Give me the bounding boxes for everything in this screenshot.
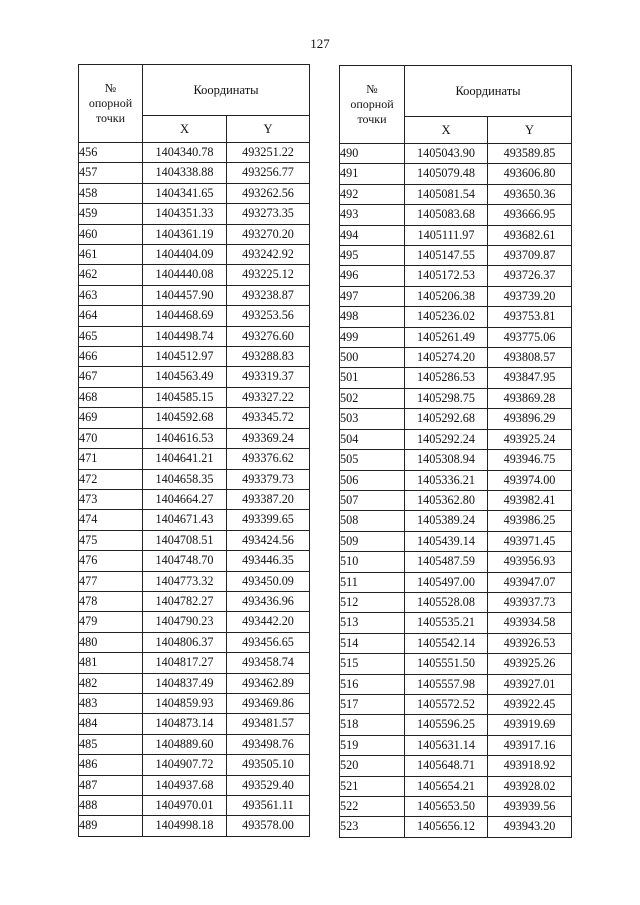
y-coordinate-cell: 493666.95	[488, 205, 572, 225]
table-row	[79, 673, 310, 693]
table-row	[340, 205, 572, 225]
point-number-cell: 512	[340, 592, 405, 612]
point-number-cell: 494	[340, 225, 405, 245]
x-coordinate-cell: 1404341.65	[143, 183, 227, 203]
table-row	[79, 326, 310, 346]
point-number-cell: 508	[340, 511, 405, 531]
y-coordinate-cell: 493242.92	[227, 245, 310, 265]
table-row	[340, 225, 572, 245]
x-coordinate-cell: 1404708.51	[143, 530, 227, 550]
table-row	[340, 572, 572, 592]
table-body-left	[79, 143, 310, 837]
x-coordinate-cell: 1404440.08	[143, 265, 227, 285]
table-row	[79, 612, 310, 632]
y-coordinate-cell: 493971.45	[488, 531, 572, 551]
y-coordinate-cell: 493436.96	[227, 591, 310, 611]
x-coordinate-cell: 1404563.49	[143, 367, 227, 387]
point-number-cell: 475	[79, 530, 143, 550]
x-coordinate-cell: 1405487.59	[405, 552, 488, 572]
y-coordinate-cell: 493974.00	[488, 470, 572, 490]
point-number-cell: 476	[79, 551, 143, 571]
point-number-cell: 505	[340, 450, 405, 470]
point-number-cell: 462	[79, 265, 143, 285]
point-number-cell: 486	[79, 755, 143, 775]
table-row	[79, 306, 310, 326]
table-row	[79, 265, 310, 285]
table-row	[79, 755, 310, 775]
x-coordinate-cell: 1405206.38	[405, 286, 488, 306]
x-coordinate-cell: 1405336.21	[405, 470, 488, 490]
table-row	[340, 429, 572, 449]
point-number-cell: 461	[79, 245, 143, 265]
x-coordinate-cell: 1404790.23	[143, 612, 227, 632]
point-number-cell: 484	[79, 714, 143, 734]
table-row	[340, 388, 572, 408]
point-number-cell: 467	[79, 367, 143, 387]
table-row	[340, 409, 572, 429]
table-body-right	[340, 144, 572, 838]
table-row	[79, 163, 310, 183]
y-coordinate-cell: 493946.75	[488, 450, 572, 470]
x-coordinate-cell: 1405648.71	[405, 756, 488, 776]
header-coordinates: Координаты	[143, 65, 310, 116]
point-number-cell: 515	[340, 654, 405, 674]
y-coordinate-cell: 493251.22	[227, 143, 310, 163]
table-row	[340, 552, 572, 572]
table-row	[340, 307, 572, 327]
table-row	[79, 714, 310, 734]
y-coordinate-cell: 493869.28	[488, 388, 572, 408]
table-row	[340, 266, 572, 286]
point-number-cell: 509	[340, 531, 405, 551]
point-number-cell: 522	[340, 797, 405, 817]
point-number-cell: 487	[79, 775, 143, 795]
x-coordinate-cell: 1405292.24	[405, 429, 488, 449]
y-coordinate-cell: 493387.20	[227, 489, 310, 509]
x-coordinate-cell: 1404361.19	[143, 224, 227, 244]
point-number-cell: 491	[340, 164, 405, 184]
table-row	[79, 285, 310, 305]
header-x: X	[143, 116, 227, 143]
point-number-cell: 481	[79, 653, 143, 673]
point-number-cell: 463	[79, 285, 143, 305]
table-row	[79, 489, 310, 509]
table-row	[79, 591, 310, 611]
point-number-cell: 457	[79, 163, 143, 183]
x-coordinate-cell: 1405362.80	[405, 490, 488, 510]
y-coordinate-cell: 493937.73	[488, 592, 572, 612]
point-number-cell: 516	[340, 674, 405, 694]
x-coordinate-cell: 1405542.14	[405, 633, 488, 653]
x-coordinate-cell: 1404616.53	[143, 428, 227, 448]
point-number-cell: 458	[79, 183, 143, 203]
x-coordinate-cell: 1404937.68	[143, 775, 227, 795]
table-row	[340, 164, 572, 184]
x-coordinate-cell: 1405572.52	[405, 694, 488, 714]
table-row	[79, 469, 310, 489]
x-coordinate-cell: 1405528.08	[405, 592, 488, 612]
y-coordinate-cell: 493947.07	[488, 572, 572, 592]
header-coordinates: Координаты	[405, 66, 572, 117]
y-coordinate-cell: 493469.86	[227, 693, 310, 713]
point-number-cell: 521	[340, 776, 405, 796]
x-coordinate-cell: 1405261.49	[405, 327, 488, 347]
y-coordinate-cell: 493934.58	[488, 613, 572, 633]
x-coordinate-cell: 1405654.21	[405, 776, 488, 796]
table-row	[340, 246, 572, 266]
x-coordinate-cell: 1405631.14	[405, 735, 488, 755]
point-number-cell: 504	[340, 429, 405, 449]
y-coordinate-cell: 493726.37	[488, 266, 572, 286]
x-coordinate-cell: 1405535.21	[405, 613, 488, 633]
point-number-cell: 472	[79, 469, 143, 489]
table-row	[79, 143, 310, 163]
x-coordinate-cell: 1405111.97	[405, 225, 488, 245]
point-number-cell: 470	[79, 428, 143, 448]
y-coordinate-cell: 493918.92	[488, 756, 572, 776]
x-coordinate-cell: 1405439.14	[405, 531, 488, 551]
y-coordinate-cell: 493606.80	[488, 164, 572, 184]
table-row	[79, 734, 310, 754]
point-number-cell: 471	[79, 449, 143, 469]
table-row	[79, 387, 310, 407]
page-number: 127	[310, 36, 330, 51]
y-coordinate-cell: 493256.77	[227, 163, 310, 183]
table-row	[79, 224, 310, 244]
point-number-cell: 466	[79, 347, 143, 367]
table-row	[340, 654, 572, 674]
table-row	[340, 286, 572, 306]
table-row	[79, 510, 310, 530]
y-coordinate-cell: 493682.61	[488, 225, 572, 245]
table-row	[79, 204, 310, 224]
y-coordinate-cell: 493956.93	[488, 552, 572, 572]
table-row	[340, 144, 572, 164]
y-coordinate-cell: 493529.40	[227, 775, 310, 795]
table-row	[79, 408, 310, 428]
y-coordinate-cell: 493238.87	[227, 285, 310, 305]
point-number-cell: 474	[79, 510, 143, 530]
y-coordinate-cell: 493270.20	[227, 224, 310, 244]
x-coordinate-cell: 1404585.15	[143, 387, 227, 407]
y-coordinate-cell: 493926.53	[488, 633, 572, 653]
y-coordinate-cell: 493739.20	[488, 286, 572, 306]
x-coordinate-cell: 1404592.68	[143, 408, 227, 428]
table-row	[79, 530, 310, 550]
header-point-number: № опорной точки	[340, 66, 405, 144]
x-coordinate-cell: 1405286.53	[405, 368, 488, 388]
table-row	[340, 797, 572, 817]
x-coordinate-cell: 1404970.01	[143, 796, 227, 816]
y-coordinate-cell: 493456.65	[227, 632, 310, 652]
x-coordinate-cell: 1404748.70	[143, 551, 227, 571]
table-row	[340, 348, 572, 368]
point-number-cell: 460	[79, 224, 143, 244]
table-row	[340, 633, 572, 653]
y-coordinate-cell: 493262.56	[227, 183, 310, 203]
x-coordinate-cell: 1405557.98	[405, 674, 488, 694]
y-coordinate-cell: 493982.41	[488, 490, 572, 510]
point-number-cell: 478	[79, 591, 143, 611]
table-row	[340, 756, 572, 776]
y-coordinate-cell: 493943.20	[488, 817, 572, 837]
point-number-cell: 498	[340, 307, 405, 327]
point-number-cell: 514	[340, 633, 405, 653]
table-row	[79, 428, 310, 448]
coordinates-table-right	[339, 65, 572, 838]
table-row	[79, 449, 310, 469]
point-number-cell: 507	[340, 490, 405, 510]
point-number-cell: 456	[79, 143, 143, 163]
table-row	[340, 817, 572, 837]
x-coordinate-cell: 1404837.49	[143, 673, 227, 693]
point-number-cell: 492	[340, 184, 405, 204]
x-coordinate-cell: 1404498.74	[143, 326, 227, 346]
y-coordinate-cell: 493919.69	[488, 715, 572, 735]
table-row	[79, 693, 310, 713]
point-number-cell: 480	[79, 632, 143, 652]
x-coordinate-cell: 1404998.18	[143, 816, 227, 836]
coordinates-table-left	[78, 64, 310, 837]
x-coordinate-cell: 1404340.78	[143, 143, 227, 163]
table-row	[79, 571, 310, 591]
y-coordinate-cell: 493925.24	[488, 429, 572, 449]
point-number-cell: 459	[79, 204, 143, 224]
point-number-cell: 517	[340, 694, 405, 714]
x-coordinate-cell: 1405274.20	[405, 348, 488, 368]
x-coordinate-cell: 1404468.69	[143, 306, 227, 326]
x-coordinate-cell: 1405081.54	[405, 184, 488, 204]
table-row	[340, 184, 572, 204]
table-row	[340, 613, 572, 633]
point-number-cell: 464	[79, 306, 143, 326]
point-number-cell: 499	[340, 327, 405, 347]
table-row	[79, 245, 310, 265]
table-row	[340, 776, 572, 796]
x-coordinate-cell: 1404351.33	[143, 204, 227, 224]
y-coordinate-cell: 493986.25	[488, 511, 572, 531]
y-coordinate-cell: 493709.87	[488, 246, 572, 266]
x-coordinate-cell: 1405083.68	[405, 205, 488, 225]
table-row	[340, 694, 572, 714]
y-coordinate-cell: 493808.57	[488, 348, 572, 368]
y-coordinate-cell: 493927.01	[488, 674, 572, 694]
x-coordinate-cell: 1405298.75	[405, 388, 488, 408]
x-coordinate-cell: 1404641.21	[143, 449, 227, 469]
x-coordinate-cell: 1404338.88	[143, 163, 227, 183]
y-coordinate-cell: 493379.73	[227, 469, 310, 489]
table-row	[340, 715, 572, 735]
point-number-cell: 497	[340, 286, 405, 306]
x-coordinate-cell: 1404658.35	[143, 469, 227, 489]
y-coordinate-cell: 493424.56	[227, 530, 310, 550]
table-row	[79, 653, 310, 673]
point-number-cell: 519	[340, 735, 405, 755]
y-coordinate-cell: 493376.62	[227, 449, 310, 469]
point-number-cell: 493	[340, 205, 405, 225]
point-number-cell: 490	[340, 144, 405, 164]
y-coordinate-cell: 493928.02	[488, 776, 572, 796]
y-coordinate-cell: 493498.76	[227, 734, 310, 754]
y-coordinate-cell: 493458.74	[227, 653, 310, 673]
table-row	[340, 735, 572, 755]
x-coordinate-cell: 1405389.24	[405, 511, 488, 531]
x-coordinate-cell: 1405043.90	[405, 144, 488, 164]
point-number-cell: 482	[79, 673, 143, 693]
y-coordinate-cell: 493399.65	[227, 510, 310, 530]
y-coordinate-cell: 493578.00	[227, 816, 310, 836]
point-number-cell: 473	[79, 489, 143, 509]
y-coordinate-cell: 493650.36	[488, 184, 572, 204]
y-coordinate-cell: 493481.57	[227, 714, 310, 734]
point-number-cell: 483	[79, 693, 143, 713]
table-row	[79, 775, 310, 795]
point-number-cell: 501	[340, 368, 405, 388]
y-coordinate-cell: 493319.37	[227, 367, 310, 387]
point-number-cell: 506	[340, 470, 405, 490]
table-row	[79, 632, 310, 652]
x-coordinate-cell: 1404859.93	[143, 693, 227, 713]
y-coordinate-cell: 493589.85	[488, 144, 572, 164]
x-coordinate-cell: 1405079.48	[405, 164, 488, 184]
header-y: Y	[227, 116, 310, 143]
point-number-cell: 488	[79, 796, 143, 816]
table-row	[340, 674, 572, 694]
point-number-cell: 465	[79, 326, 143, 346]
y-coordinate-cell: 493273.35	[227, 204, 310, 224]
point-number-cell: 489	[79, 816, 143, 836]
point-number-cell: 503	[340, 409, 405, 429]
x-coordinate-cell: 1405308.94	[405, 450, 488, 470]
point-number-cell: 518	[340, 715, 405, 735]
table-row	[340, 511, 572, 531]
table-row	[340, 470, 572, 490]
table-row	[340, 368, 572, 388]
point-number-cell: 469	[79, 408, 143, 428]
point-number-cell: 500	[340, 348, 405, 368]
table-row	[79, 551, 310, 571]
y-coordinate-cell: 493327.22	[227, 387, 310, 407]
point-number-cell: 520	[340, 756, 405, 776]
y-coordinate-cell: 493917.16	[488, 735, 572, 755]
y-coordinate-cell: 493345.72	[227, 408, 310, 428]
y-coordinate-cell: 493925.26	[488, 654, 572, 674]
x-coordinate-cell: 1405551.50	[405, 654, 488, 674]
x-coordinate-cell: 1404671.43	[143, 510, 227, 530]
point-number-cell: 513	[340, 613, 405, 633]
y-coordinate-cell: 493288.83	[227, 347, 310, 367]
y-coordinate-cell: 493775.06	[488, 327, 572, 347]
point-number-cell: 496	[340, 266, 405, 286]
x-coordinate-cell: 1404806.37	[143, 632, 227, 652]
point-number-cell: 485	[79, 734, 143, 754]
table-row	[340, 490, 572, 510]
y-coordinate-cell: 493442.20	[227, 612, 310, 632]
y-coordinate-cell: 493896.29	[488, 409, 572, 429]
x-coordinate-cell: 1404873.14	[143, 714, 227, 734]
x-coordinate-cell: 1404404.09	[143, 245, 227, 265]
y-coordinate-cell: 493450.09	[227, 571, 310, 591]
header-point-number: № опорной точки	[79, 65, 143, 143]
table-row	[79, 347, 310, 367]
x-coordinate-cell: 1405147.55	[405, 246, 488, 266]
x-coordinate-cell: 1404889.60	[143, 734, 227, 754]
y-coordinate-cell: 493939.56	[488, 797, 572, 817]
table-row	[340, 327, 572, 347]
point-number-cell: 502	[340, 388, 405, 408]
y-coordinate-cell: 493922.45	[488, 694, 572, 714]
y-coordinate-cell: 493462.89	[227, 673, 310, 693]
point-number-cell: 479	[79, 612, 143, 632]
x-coordinate-cell: 1404817.27	[143, 653, 227, 673]
y-coordinate-cell: 493225.12	[227, 265, 310, 285]
x-coordinate-cell: 1404773.32	[143, 571, 227, 591]
table-row	[79, 183, 310, 203]
y-coordinate-cell: 493446.35	[227, 551, 310, 571]
y-coordinate-cell: 493276.60	[227, 326, 310, 346]
header-y: Y	[488, 117, 572, 144]
table-row	[340, 592, 572, 612]
point-number-cell: 511	[340, 572, 405, 592]
x-coordinate-cell: 1405236.02	[405, 307, 488, 327]
x-coordinate-cell: 1405292.68	[405, 409, 488, 429]
y-coordinate-cell: 493253.56	[227, 306, 310, 326]
header-x: X	[405, 117, 488, 144]
y-coordinate-cell: 493847.95	[488, 368, 572, 388]
x-coordinate-cell: 1405497.00	[405, 572, 488, 592]
point-number-cell: 510	[340, 552, 405, 572]
point-number-cell: 495	[340, 246, 405, 266]
y-coordinate-cell: 493369.24	[227, 428, 310, 448]
point-number-cell: 477	[79, 571, 143, 591]
x-coordinate-cell: 1404457.90	[143, 285, 227, 305]
y-coordinate-cell: 493505.10	[227, 755, 310, 775]
x-coordinate-cell: 1405596.25	[405, 715, 488, 735]
table-row	[79, 367, 310, 387]
table-row	[340, 531, 572, 551]
x-coordinate-cell: 1404907.72	[143, 755, 227, 775]
table-row	[79, 816, 310, 836]
y-coordinate-cell: 493753.81	[488, 307, 572, 327]
x-coordinate-cell: 1405656.12	[405, 817, 488, 837]
point-number-cell: 523	[340, 817, 405, 837]
x-coordinate-cell: 1404512.97	[143, 347, 227, 367]
point-number-cell: 468	[79, 387, 143, 407]
table-row	[79, 796, 310, 816]
x-coordinate-cell: 1404782.27	[143, 591, 227, 611]
table-row	[340, 450, 572, 470]
x-coordinate-cell: 1405653.50	[405, 797, 488, 817]
x-coordinate-cell: 1404664.27	[143, 489, 227, 509]
y-coordinate-cell: 493561.11	[227, 796, 310, 816]
x-coordinate-cell: 1405172.53	[405, 266, 488, 286]
